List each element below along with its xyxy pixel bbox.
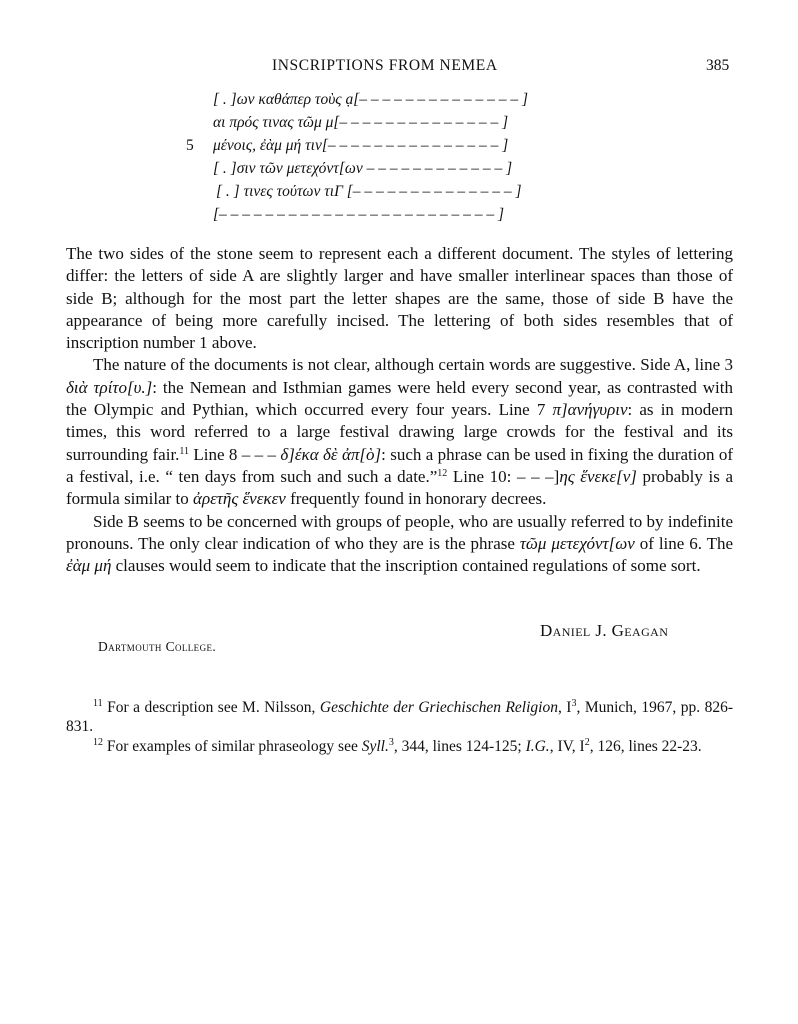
- greek-phrase: π]ανήγυριν: [552, 400, 628, 420]
- text-run: , I: [557, 699, 572, 716]
- author-name: Daniel J. Geagan: [540, 621, 669, 640]
- greek-phrase: ης ἕνεκε[ν]: [559, 466, 637, 486]
- footnote-ref: 11: [179, 445, 190, 457]
- greek-phrase: διὰ τρίτο[υ.]: [66, 377, 153, 397]
- text-run: , 344, lines 124-125;: [393, 738, 522, 755]
- footnote-marker: 11: [93, 698, 103, 709]
- text-run: For examples of similar phraseology see: [106, 738, 358, 755]
- footnote-marker: 12: [93, 737, 103, 748]
- text-run: , 126, lines 22-23.: [589, 738, 702, 755]
- inscription-line-text: [ . ] τινες τούτων τιΓ [– – – – – – – – – – – – – – ]: [216, 183, 522, 200]
- superscript: 3: [388, 737, 394, 748]
- text-run: , IV, I: [549, 738, 585, 755]
- inscription-line-text: μένοις, ἐὰμ μή τιν[– – – – – – – – – – – – – – – ]: [213, 137, 509, 154]
- running-header: [0, 57, 798, 77]
- greek-phrase: ἐὰμ μή: [66, 556, 112, 576]
- text-run: Line 10: – – –]: [452, 466, 560, 486]
- abbrev-title: I.G.: [525, 738, 550, 755]
- paragraph: The two sides of the stone seem to represent each a different document. The styles of lettering differ: the letters of side A are slightly larger and have smaller interlinear spaces than those of side B; although for the most part the letter shapes are the same, those of side B have the appearance of being more carefully incised. The lettering of both sides resembles that of inscription number 1 above.: [66, 244, 733, 353]
- text-run: of line 6. The: [639, 533, 734, 553]
- text-run: Side B seems to be concerned with groups of people, who are usually referred to by indefinite pronouns. The only clear indication of who they are is the phrase: [66, 511, 733, 553]
- abbrev-title: Syll.: [361, 738, 389, 755]
- text-run: probably is a formula similar to: [66, 466, 733, 509]
- body-text: [66, 243, 733, 577]
- greek-phrase: ἀρετῆς ἕνεκεν: [193, 489, 286, 509]
- text-run: : as in modern times, this word referred to a large festival drawing large crowds for the festival and its surrounding fair.: [66, 400, 733, 464]
- inscription-line-text: [– – – – – – – – – – – – – – – – – – – – – – – – ]: [213, 206, 505, 223]
- running-title: INSCRIPTIONS FROM NEMEA: [272, 57, 498, 74]
- book-title: Geschichte der Griechischen Religion: [319, 699, 558, 716]
- inscription-line-text: αι πρός τινας τῶμ μ[– – – – – – – – – – – – – – ]: [213, 114, 509, 131]
- page-number: 385: [706, 57, 730, 74]
- inscription-line-text: [ . ]ων καθάπερ τοὺς ạ[– – – – – – – – – – – – – – ]: [213, 91, 529, 108]
- greek-phrase: δ]έκα δὲ ἀπ[ὸ]: [280, 444, 382, 464]
- footnote-ref: 12: [437, 467, 448, 479]
- line-number: 5: [186, 137, 194, 154]
- footnote: [66, 698, 733, 736]
- text-run: : such a phrase can be used in fixing the duration of a festival, i.e. “ ten days from such and such a date.”: [66, 444, 733, 486]
- text-run: , Munich, 1967, pp. 826-831.: [66, 699, 733, 735]
- text-run: The nature of the documents is not clear, although certain words are suggestive. Side A, line 3: [93, 355, 733, 375]
- author-affiliation: Dartmouth College.: [98, 639, 217, 654]
- text-run: Line 8 – – –: [193, 444, 281, 464]
- paragraph: [66, 354, 733, 510]
- footnote: [66, 737, 733, 756]
- paragraph: [66, 511, 733, 578]
- text-run: frequently found in honorary decrees.: [290, 489, 547, 509]
- footnotes: [66, 698, 733, 756]
- superscript: 3: [571, 698, 577, 709]
- text-run: : the Nemean and Isthmian games were held every second year, as contrasted with the Olympic and Pythian, which occurred every four years. Line 7: [66, 377, 733, 420]
- text-run: clauses would seem to indicate that the inscription contained regulations of some sort.: [115, 556, 701, 576]
- text-run: For a description see M. Nilsson,: [107, 699, 316, 716]
- greek-phrase: τῶμ μετεχόντ[ων: [519, 533, 635, 553]
- inscription-line-text: [ . ]σιν τῶν μετεχόντ[ων – – – – – – – – – – – – ]: [213, 160, 513, 177]
- superscript: 2: [584, 737, 590, 748]
